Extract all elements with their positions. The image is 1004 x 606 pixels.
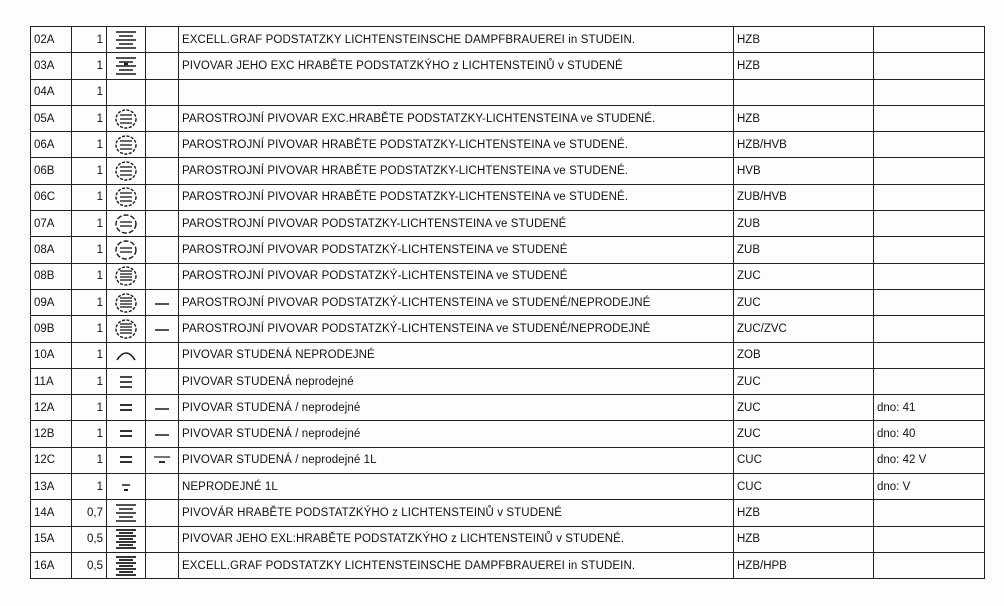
extra-mark-icon <box>146 395 179 421</box>
bottle-mark-icon <box>107 132 146 158</box>
bottle-volume: 1 <box>72 132 107 158</box>
extra-mark-icon <box>146 27 179 53</box>
extra-mark-icon <box>146 237 179 263</box>
item-code: 13A <box>31 474 72 500</box>
bottle-mark-icon <box>107 342 146 368</box>
bottom-note <box>874 500 985 526</box>
embossing-logo-icon <box>113 186 139 208</box>
bottom-note <box>874 526 985 552</box>
bottle-mark-icon <box>107 105 146 131</box>
embossing-logo-icon <box>113 292 139 314</box>
embossing-text: PAROSTROJNÍ PIVOVAR PODSTATZKÝ-LICHTENSTEINA ve STUDENÉ/NEPRODEJNÉ <box>179 316 734 342</box>
embossing-text: PAROSTROJNÍ PIVOVAR EXC.HRABĚTE PODSTATZKY-LICHTENSTEINA ve STUDENÉ. <box>179 105 734 131</box>
item-code: 02A <box>31 27 72 53</box>
bottom-note <box>874 79 985 105</box>
bottle-type: HZB <box>734 105 874 131</box>
bottle-type: ZUC <box>734 263 874 289</box>
bottom-note <box>874 342 985 368</box>
bottle-mark-icon <box>107 447 146 473</box>
bottle-mark-icon <box>107 27 146 53</box>
table-row <box>31 158 985 184</box>
table-row <box>31 474 985 500</box>
bottle-volume: 1 <box>72 316 107 342</box>
embossing-logo-icon <box>113 29 139 51</box>
bottle-volume: 1 <box>72 79 107 105</box>
extra-mark-icon <box>146 500 179 526</box>
item-code: 06B <box>31 158 72 184</box>
embossing-logo-icon <box>113 528 139 550</box>
bottle-volume: 1 <box>72 342 107 368</box>
bottle-type: HZB <box>734 500 874 526</box>
bottle-type: CUC <box>734 447 874 473</box>
bottle-type: CUC <box>734 474 874 500</box>
bottle-mark-icon <box>107 316 146 342</box>
embossing-logo-icon <box>113 239 139 261</box>
bottom-note <box>874 27 985 53</box>
item-code: 11A <box>31 368 72 394</box>
bottom-note <box>874 53 985 79</box>
bottle-volume: 1 <box>72 474 107 500</box>
extra-mark-icon <box>146 79 179 105</box>
item-code: 08A <box>31 237 72 263</box>
extra-mark-icon <box>146 211 179 237</box>
table-row <box>31 395 985 421</box>
bottle-mark-icon <box>107 421 146 447</box>
bottle-mark-icon <box>107 474 146 500</box>
bottom-note: dno: 42 V <box>874 447 985 473</box>
item-code: 09B <box>31 316 72 342</box>
bottle-volume: 1 <box>72 368 107 394</box>
table-row <box>31 263 985 289</box>
bottle-mark-icon <box>107 184 146 210</box>
embossing-logo-icon <box>113 423 139 445</box>
bottle-volume: 1 <box>72 237 107 263</box>
bottle-mark-icon <box>107 289 146 315</box>
bottle-volume: 0,5 <box>72 526 107 552</box>
extra-mark-icon <box>146 289 179 315</box>
bottle-catalog-table <box>30 26 985 579</box>
embossing-text: PAROSTROJNÍ PIVOVAR HRABĚTE PODSTATZKY-LICHTENSTEINA ve STUDENÉ. <box>179 132 734 158</box>
bottle-mark-icon <box>107 552 146 578</box>
extra-mark-icon <box>146 316 179 342</box>
bottle-volume: 1 <box>72 105 107 131</box>
bottle-type: HZB <box>734 27 874 53</box>
item-code: 12B <box>31 421 72 447</box>
bottle-type: HZB <box>734 53 874 79</box>
bottle-mark-icon <box>107 158 146 184</box>
item-code: 05A <box>31 105 72 131</box>
bottle-type: HZB/HVB <box>734 132 874 158</box>
embossing-text: PIVOVAR JEHO EXL:HRABĚTE PODSTATZKÝHO z LICHTENSTEINŮ v STUDENÉ. <box>179 526 734 552</box>
embossing-logo-icon <box>113 555 139 577</box>
table-row <box>31 289 985 315</box>
bottle-mark-icon <box>107 53 146 79</box>
extra-mark-icon <box>146 158 179 184</box>
embossing-logo-icon <box>113 55 139 77</box>
bottom-note <box>874 289 985 315</box>
embossing-text: EXCELL.GRAF PODSTATZKY LICHTENSTEINSCHE DAMPFBRAUEREI in STUDEIN. <box>179 552 734 578</box>
bottom-note <box>874 552 985 578</box>
table-row <box>31 132 985 158</box>
embossing-text: PAROSTROJNÍ PIVOVAR HRABĚTE PODSTATZKY-LICHTENSTEINA ve STUDENÉ. <box>179 158 734 184</box>
bottle-type: ZUB <box>734 211 874 237</box>
extra-marking-icon <box>151 427 173 441</box>
extra-mark-icon <box>146 342 179 368</box>
item-code: 06A <box>31 132 72 158</box>
item-code: 04A <box>31 79 72 105</box>
embossing-logo-icon <box>113 344 139 366</box>
bottle-mark-icon <box>107 500 146 526</box>
bottom-note <box>874 105 985 131</box>
bottom-note <box>874 132 985 158</box>
embossing-text: PIVOVAR STUDENÁ NEPRODEJNÉ <box>179 342 734 368</box>
item-code: 10A <box>31 342 72 368</box>
extra-mark-icon <box>146 105 179 131</box>
bottom-note <box>874 263 985 289</box>
embossing-logo-icon <box>113 397 139 419</box>
item-code: 03A <box>31 53 72 79</box>
bottle-mark-icon <box>107 526 146 552</box>
embossing-logo-icon <box>113 502 139 524</box>
extra-mark-icon <box>146 526 179 552</box>
bottle-volume: 1 <box>72 53 107 79</box>
item-code: 14A <box>31 500 72 526</box>
table-row <box>31 211 985 237</box>
bottle-volume: 0,7 <box>72 500 107 526</box>
embossing-text: PAROSTROJNÍ PIVOVAR PODSTATZKÝ-LICHTENSTEINA ve STUDENÉ <box>179 263 734 289</box>
embossing-text: PAROSTROJNÍ PIVOVAR PODSTATZKÝ-LICHTENSTEINA ve STUDENÉ/NEPRODEJNÉ <box>179 289 734 315</box>
item-code: 12A <box>31 395 72 421</box>
extra-mark-icon <box>146 552 179 578</box>
table-row <box>31 316 985 342</box>
table-row <box>31 105 985 131</box>
embossing-text: PAROSTROJNÍ PIVOVAR PODSTATZKY-LICHTENSTEINA ve STUDENÉ <box>179 211 734 237</box>
extra-marking-icon <box>151 296 173 310</box>
embossing-text: PIVOVAR STUDENÁ / neprodejné <box>179 421 734 447</box>
embossing-text: PIVOVÁR HRABĚTE PODSTATZKÝHO z LICHTENSTEINŮ v STUDENÉ <box>179 500 734 526</box>
embossing-text: PIVOVAR STUDENÁ / neprodejné 1L <box>179 447 734 473</box>
bottle-volume: 1 <box>72 27 107 53</box>
embossing-text <box>179 79 734 105</box>
embossing-logo-icon <box>113 476 139 498</box>
bottle-type: ZOB <box>734 342 874 368</box>
bottle-type: HZB <box>734 526 874 552</box>
item-code: 08B <box>31 263 72 289</box>
bottle-mark-icon <box>107 263 146 289</box>
bottle-type: HVB <box>734 158 874 184</box>
bottom-note <box>874 211 985 237</box>
table-row <box>31 421 985 447</box>
catalog-body <box>31 27 985 579</box>
extra-mark-icon <box>146 53 179 79</box>
embossing-logo-icon <box>113 108 139 130</box>
embossing-text: PIVOVAR STUDENÁ neprodejné <box>179 368 734 394</box>
embossing-logo-icon <box>113 160 139 182</box>
bottle-mark-icon <box>107 395 146 421</box>
bottle-type: ZUC <box>734 368 874 394</box>
bottle-mark-icon <box>107 237 146 263</box>
bottle-type: ZUC <box>734 421 874 447</box>
bottle-type: ZUC <box>734 289 874 315</box>
embossing-text: PIVOVAR STUDENÁ / neprodejné <box>179 395 734 421</box>
bottle-volume: 1 <box>72 211 107 237</box>
bottle-volume: 1 <box>72 447 107 473</box>
bottle-volume: 1 <box>72 158 107 184</box>
embossing-logo-icon <box>113 318 139 340</box>
embossing-logo-icon <box>113 449 139 471</box>
bottle-type: HZB/HPB <box>734 552 874 578</box>
item-code: 06C <box>31 184 72 210</box>
embossing-text: PAROSTROJNÍ PIVOVAR HRABĚTE PODSTATZKY-LICHTENSTEINA ve STUDENÉ. <box>179 184 734 210</box>
item-code: 09A <box>31 289 72 315</box>
extra-marking-icon <box>151 401 173 415</box>
item-code: 12C <box>31 447 72 473</box>
bottom-note <box>874 158 985 184</box>
bottle-volume: 1 <box>72 289 107 315</box>
embossing-text: PIVOVAR JEHO EXC HRABĚTE PODSTATZKÝHO z LICHTENSTEINŮ v STUDENÉ <box>179 53 734 79</box>
bottle-volume: 1 <box>72 421 107 447</box>
item-code: 16A <box>31 552 72 578</box>
table-row <box>31 79 985 105</box>
bottle-type: ZUC <box>734 395 874 421</box>
embossing-logo-icon <box>113 213 139 235</box>
embossing-logo-icon <box>113 371 139 393</box>
table-row <box>31 368 985 394</box>
table-row <box>31 526 985 552</box>
bottom-note <box>874 237 985 263</box>
extra-mark-icon <box>146 421 179 447</box>
table-row <box>31 342 985 368</box>
item-code: 07A <box>31 211 72 237</box>
bottom-note <box>874 184 985 210</box>
bottle-type: ZUB/HVB <box>734 184 874 210</box>
bottom-note: dno: V <box>874 474 985 500</box>
bottom-note: dno: 40 <box>874 421 985 447</box>
item-code: 15A <box>31 526 72 552</box>
extra-marking-icon <box>151 453 173 467</box>
bottle-mark-icon <box>107 79 146 105</box>
bottle-volume: 0,5 <box>72 552 107 578</box>
embossing-logo-icon <box>113 134 139 156</box>
bottom-note: dno: 41 <box>874 395 985 421</box>
extra-mark-icon <box>146 368 179 394</box>
extra-mark-icon <box>146 474 179 500</box>
bottle-type <box>734 79 874 105</box>
extra-mark-icon <box>146 184 179 210</box>
table-row <box>31 27 985 53</box>
table-row <box>31 552 985 578</box>
bottle-type: ZUB <box>734 237 874 263</box>
bottle-volume: 1 <box>72 263 107 289</box>
extra-mark-icon <box>146 263 179 289</box>
bottom-note <box>874 368 985 394</box>
bottle-volume: 1 <box>72 184 107 210</box>
extra-mark-icon <box>146 447 179 473</box>
table-row <box>31 237 985 263</box>
embossing-text: NEPRODEJNÉ 1L <box>179 474 734 500</box>
bottle-mark-icon <box>107 368 146 394</box>
table-row <box>31 447 985 473</box>
bottle-mark-icon <box>107 211 146 237</box>
table-row <box>31 53 985 79</box>
extra-marking-icon <box>151 322 173 336</box>
table-row <box>31 500 985 526</box>
embossing-text: PAROSTROJNÍ PIVOVAR PODSTATZKÝ-LICHTENSTEINA ve STUDENÉ <box>179 237 734 263</box>
bottom-note <box>874 316 985 342</box>
embossing-logo-icon <box>113 265 139 287</box>
embossing-text: EXCELL.GRAF PODSTATZKY LICHTENSTEINSCHE DAMPFBRAUEREI in STUDEIN. <box>179 27 734 53</box>
extra-mark-icon <box>146 132 179 158</box>
table-row <box>31 184 985 210</box>
bottle-volume: 1 <box>72 395 107 421</box>
bottle-type: ZUC/ZVC <box>734 316 874 342</box>
